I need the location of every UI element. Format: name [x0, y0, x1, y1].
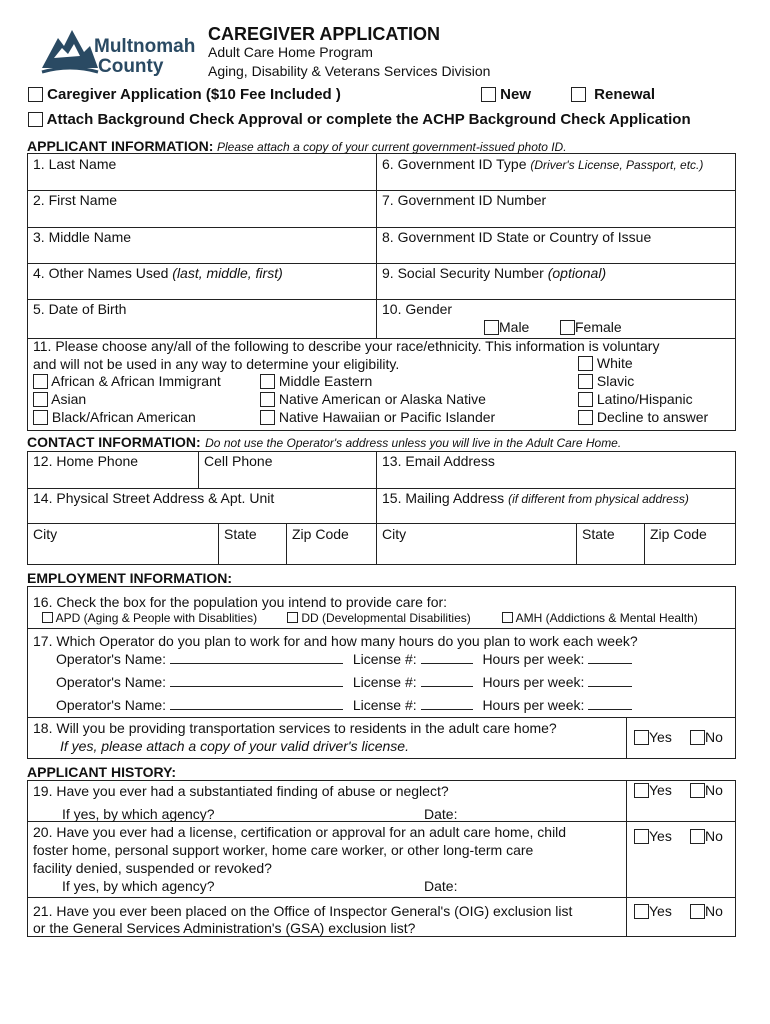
last-name-field[interactable]: 1. Last Name — [33, 156, 117, 172]
apd-option[interactable]: APD (Aging & People with Disablities) — [42, 611, 257, 625]
renewal-checkbox[interactable] — [571, 87, 586, 102]
race-native-american-option[interactable]: Native American or Alaska Native — [260, 391, 486, 407]
race-slavic-option[interactable]: Slavic — [578, 373, 634, 389]
black-checkbox[interactable] — [33, 410, 48, 425]
license-no-checkbox[interactable] — [690, 829, 705, 844]
license-yes-checkbox[interactable] — [634, 829, 649, 844]
exclusion-no-checkbox[interactable] — [690, 904, 705, 919]
abuse-no-checkbox[interactable] — [690, 783, 705, 798]
female-checkbox[interactable] — [560, 320, 575, 335]
amh-option[interactable]: AMH (Addictions & Mental Health) — [502, 611, 698, 625]
native-american-checkbox[interactable] — [260, 392, 275, 407]
email-field[interactable]: 13. Email Address — [382, 453, 495, 469]
history-heading: APPLICANT HISTORY: — [27, 764, 177, 780]
operator-question: 17. Which Operator do you plan to work for and how many hours do you plan to work each week? — [33, 633, 638, 649]
other-names-field[interactable]: 4. Other Names Used (last, middle, first) — [33, 265, 283, 281]
mailing-address-field[interactable]: 15. Mailing Address (if different from physical address) — [382, 490, 689, 506]
operator-row-2: Operator's Name: License #: Hours per week: — [56, 674, 632, 690]
page-title: CAREGIVER APPLICATION — [208, 24, 441, 44]
license-input-2[interactable] — [421, 674, 473, 687]
gender-male-option[interactable]: Male — [484, 319, 529, 335]
license-question-line2: foster home, personal support worker, home care worker, or other long-term care — [33, 842, 534, 858]
operator-name-input-2[interactable] — [170, 674, 343, 687]
logo-name-line1: Multnomah — [94, 36, 196, 57]
mountain-logo-icon — [40, 28, 100, 76]
gov-id-number-field[interactable]: 7. Government ID Number — [382, 192, 547, 208]
race-white-option[interactable]: White — [578, 355, 633, 371]
asian-checkbox[interactable] — [33, 392, 48, 407]
african-checkbox[interactable] — [33, 374, 48, 389]
exclusion-question-line2: or the General Services Administration's (GSA) exclusion list? — [33, 920, 416, 936]
white-checkbox[interactable] — [578, 356, 593, 371]
division-name: Aging, Disability & Veterans Services Division — [208, 63, 491, 79]
race-black-option[interactable]: Black/African American — [33, 409, 196, 425]
gov-id-type-field[interactable]: 6. Government ID Type (Driver's License, Passport, etc.) — [382, 156, 704, 172]
new-label: New — [500, 86, 532, 103]
mailing-city-field[interactable]: City — [382, 526, 407, 542]
transport-no-checkbox[interactable] — [690, 730, 705, 745]
physical-zip-field[interactable]: Zip Code — [292, 526, 349, 542]
transport-yes-option[interactable]: Yes — [634, 729, 672, 745]
hours-input-3[interactable] — [588, 697, 632, 710]
slavic-checkbox[interactable] — [578, 374, 593, 389]
hours-input-2[interactable] — [588, 674, 632, 687]
race-native-hawaiian-option[interactable]: Native Hawaiian or Pacific Islander — [260, 409, 495, 425]
first-name-field[interactable]: 2. First Name — [33, 192, 118, 208]
gender-female-option[interactable]: Female — [560, 319, 622, 335]
renewal-label: Renewal — [594, 86, 656, 103]
transport-no-option[interactable]: No — [690, 729, 723, 745]
abuse-yes-option[interactable]: Yes — [634, 782, 672, 798]
hours-input-1[interactable] — [588, 651, 632, 664]
date-of-birth-field[interactable]: 5. Date of Birth — [33, 301, 127, 317]
male-checkbox[interactable] — [484, 320, 499, 335]
new-option[interactable] — [481, 86, 531, 103]
middle-name-field[interactable]: 3. Middle Name — [33, 229, 132, 245]
operator-row-1: Operator's Name: License #: Hours per week: — [56, 651, 632, 667]
race-question-line1: 11. Please choose any/all of the following to describe your race/ethnicity. This information is voluntary — [33, 338, 660, 354]
new-checkbox[interactable] — [481, 87, 496, 102]
operator-name-input-3[interactable] — [170, 697, 343, 710]
cell-phone-field[interactable]: Cell Phone — [204, 453, 273, 469]
abuse-no-option[interactable]: No — [690, 782, 723, 798]
population-question: 16. Check the box for the population you intend to provide care for: — [33, 594, 448, 610]
license-agency-field[interactable]: If yes, by which agency? — [62, 878, 215, 894]
middle-eastern-checkbox[interactable] — [260, 374, 275, 389]
gender-label: 10. Gender — [382, 301, 453, 317]
caregiver-application-checkbox[interactable] — [28, 87, 43, 102]
race-latino-option[interactable]: Latino/Hispanic — [578, 391, 693, 407]
race-african-option[interactable]: African & African Immigrant — [33, 373, 221, 389]
license-question-line3: facility denied, suspended or revoked? — [33, 860, 272, 876]
program-name: Adult Care Home Program — [208, 44, 373, 60]
abuse-question: 19. Have you ever had a substantiated finding of abuse or neglect? — [33, 783, 449, 799]
native-hawaiian-checkbox[interactable] — [260, 410, 275, 425]
logo-name-line2: County — [98, 56, 164, 77]
race-asian-option[interactable]: Asian — [33, 391, 86, 407]
transport-question: 18. Will you be providing transportation services to residents in the adult care home? — [33, 720, 557, 736]
race-question-line2: and will not be used in any way to determine your eligibility. — [33, 356, 400, 372]
renewal-option[interactable] — [571, 86, 655, 103]
employment-heading: EMPLOYMENT INFORMATION: — [27, 570, 233, 586]
ssn-field[interactable]: 9. Social Security Number (optional) — [382, 265, 607, 281]
physical-state-field[interactable]: State — [224, 526, 257, 542]
dd-option[interactable]: DD (Developmental Disabilities) — [287, 611, 471, 625]
applicant-section-heading — [27, 138, 567, 154]
physical-address-field[interactable]: 14. Physical Street Address & Apt. Unit — [33, 490, 275, 506]
abuse-agency-field[interactable]: If yes, by which agency? — [62, 806, 215, 822]
race-decline-option[interactable]: Decline to answer — [578, 409, 708, 425]
license-no-option[interactable]: No — [690, 828, 723, 844]
exclusion-no-option[interactable]: No — [690, 903, 723, 919]
contact-section-heading: CONTACT INFORMATION: Do not use the Operator's address unless you will live in the Adult Care Home. — [27, 434, 622, 450]
operator-row-3: Operator's Name: License #: Hours per week: — [56, 697, 632, 713]
license-input-3[interactable] — [421, 697, 473, 710]
exclusion-yes-checkbox[interactable] — [634, 904, 649, 919]
caregiver-application-label: Caregiver Application ($10 Fee Included ) — [47, 86, 341, 103]
dd-checkbox[interactable] — [287, 612, 298, 623]
attach-background-checkbox[interactable] — [28, 112, 43, 127]
abuse-yes-checkbox[interactable] — [634, 783, 649, 798]
latino-checkbox[interactable] — [578, 392, 593, 407]
gov-id-state-field[interactable]: 8. Government ID State or Country of Issue — [382, 229, 652, 245]
home-phone-field[interactable]: 12. Home Phone — [33, 453, 139, 469]
transport-yes-checkbox[interactable] — [634, 730, 649, 745]
license-yes-option[interactable]: Yes — [634, 828, 672, 844]
amh-checkbox[interactable] — [502, 612, 513, 623]
operator-name-input-1[interactable] — [170, 651, 343, 664]
applicant-heading: APPLICANT INFORMATION: — [27, 138, 214, 154]
exclusion-yes-option[interactable]: Yes — [634, 903, 672, 919]
attach-background-label: Attach Background Check Approval or complete the ACHP Background Check Application — [46, 111, 691, 128]
apd-checkbox[interactable] — [42, 612, 53, 623]
license-question-line1: 20. Have you ever had a license, certification or approval for an adult care home, child — [33, 824, 567, 840]
exclusion-question-line1: 21. Have you ever been placed on the Office of Inspector General's (OIG) exclusion list — [33, 903, 573, 919]
license-input-1[interactable] — [421, 651, 473, 664]
decline-checkbox[interactable] — [578, 410, 593, 425]
mailing-state-field[interactable]: State — [582, 526, 615, 542]
applicant-note: Please attach a copy of your current government-issued photo ID. — [217, 140, 567, 154]
caregiver-application-option[interactable] — [28, 86, 341, 103]
race-middle-eastern-option[interactable]: Middle Eastern — [260, 373, 372, 389]
transport-note: If yes, please attach a copy of your valid driver's license. — [60, 738, 409, 754]
abuse-date-field[interactable]: Date: — [424, 806, 458, 822]
attach-background-option[interactable] — [28, 111, 691, 128]
physical-city-field[interactable]: City — [33, 526, 58, 542]
county-logo — [40, 28, 196, 80]
license-date-field[interactable]: Date: — [424, 878, 458, 894]
mailing-zip-field[interactable]: Zip Code — [650, 526, 707, 542]
